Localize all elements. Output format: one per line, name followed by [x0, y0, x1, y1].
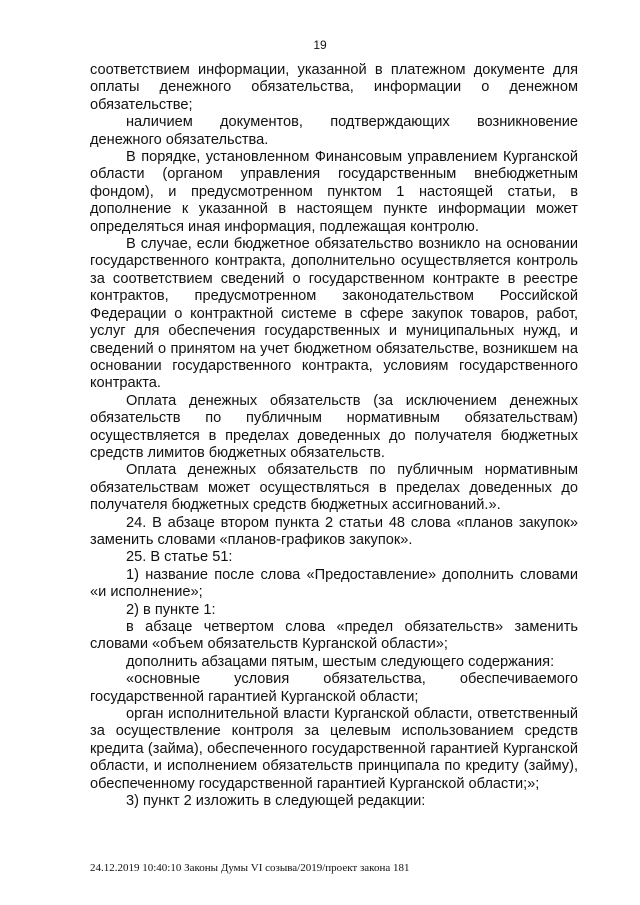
- paragraph: В случае, если бюджетное обязательство возникло на основании государственного контракта, дополнительно осуществляется контроль за соответствием сведений о государственном контракте в реестре контрактов, предусмотренном законодательством Российской Федерации о контрактной системе в сфере закупок товаров, работ, услуг для обеспечения государственных и муниципальных нужд, и сведений о принятом на учет бюджетном обязательстве, возникшем на основании государственного контракта, условиям государственного контракта.: [90, 236, 578, 392]
- paragraph: 3) пункт 2 изложить в следующей редакции:: [126, 793, 426, 810]
- paragraph: дополнить абзацами пятым, шестым следующего содержания:: [126, 653, 555, 670]
- paragraph: наличием документов, подтверждающих возникновение денежного обязательства.: [90, 114, 578, 148]
- document-footer: 24.12.2019 10:40:10 Законы Думы VI созыва/2019/проект закона 181: [90, 862, 410, 874]
- page-number: 19: [313, 38, 327, 52]
- paragraph: Оплата денежных обязательств по публичным нормативным обязательствам может осуществляться в пределах доведенных до получателя бюджетных средств бюджетных ассигнований.».: [90, 462, 578, 514]
- paragraph: 1) название после слова «Предоставление» дополнить словами «и исполнение»;: [90, 566, 578, 601]
- paragraph: «основные условия обязательства, обеспечиваемого государственной гарантией Курганской области;: [90, 671, 578, 705]
- paragraph: 2) в пункте 1:: [126, 601, 216, 618]
- paragraph: 25. В статье 51:: [126, 549, 233, 566]
- paragraph: соответствием информации, указанной в платежном документе для оплаты денежного обязательства, информации о денежном обязательстве;: [90, 62, 578, 113]
- document-body: [90, 62, 578, 810]
- paragraph: орган исполнительной власти Курганской области, ответственный за осуществление контроля за целевым использованием средств кредита (займа), обеспеченного государственной гарантией Курганской области, и исполнением обязательств принципала по кредиту (займу), обеспеченному государственной гарантией Курганской области;»;: [90, 706, 578, 792]
- paragraph: Оплата денежных обязательств (за исключением денежных обязательств по публичным нормативным обязательствам) осуществляется в пределах доведенных до получателя бюджетных средств лимитов бюджетных обязательств.: [90, 392, 578, 461]
- paragraph: в абзаце четвертом слова «предел обязательств» заменить словами «объем обязательств Курганской области»;: [90, 619, 578, 653]
- paragraph: 24. В абзаце втором пункта 2 статьи 48 слова «планов закупок» заменить словами «планов-графиков закупок».: [90, 514, 578, 548]
- paragraph: В порядке, установленном Финансовым управлением Курганской области (органом управления государственным внебюджетным фондом), и предусмотренном пунктом 1 настоящей статьи, в дополнение к указанной в настоящем пункте информации может определяться иная информация, подлежащая контролю.: [90, 149, 578, 235]
